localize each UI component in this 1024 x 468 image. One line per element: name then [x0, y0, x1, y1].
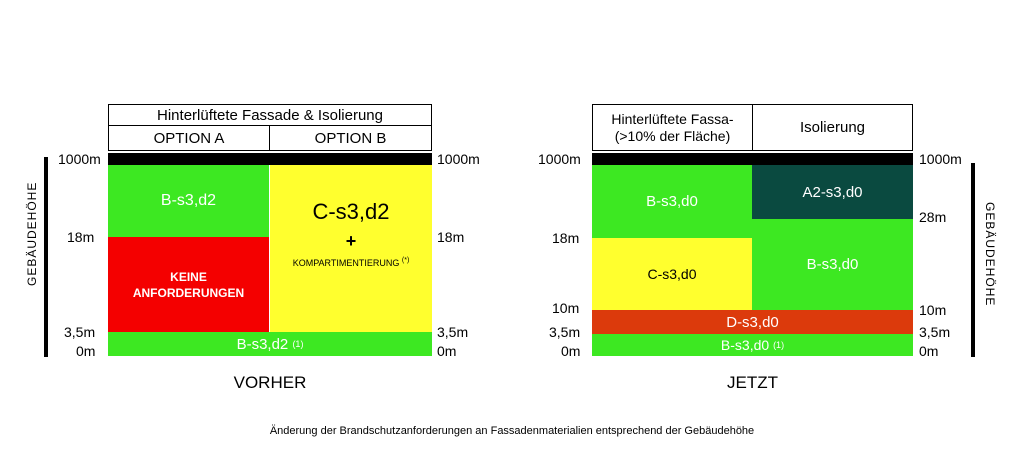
right-header-col1-label: Hinterlüftete Fassa- (>10% der Fläche) [611, 110, 734, 144]
right-h0-l: 0m [561, 343, 581, 359]
left-h0-l: 0m [76, 343, 96, 359]
right-h1000-l: 1000m [538, 151, 581, 167]
left-top-bar [108, 153, 432, 165]
left-diagram [0, 0, 512, 400]
left-red-block [108, 237, 269, 332]
left-h1000-r: 1000m [437, 151, 480, 167]
right-header-col2: Isolierung [752, 104, 913, 151]
left-h0-r: 0m [437, 343, 457, 359]
right-green-right-label: B-s3,d0 [806, 256, 859, 273]
left-plus-sign: + [345, 231, 357, 251]
left-option-b: OPTION B [269, 125, 432, 151]
left-bottom-label: B-s3,d2 [236, 335, 289, 353]
left-compart-line [270, 257, 432, 268]
right-green-left-block [592, 165, 752, 238]
left-compart-sup: (*) [401, 257, 410, 264]
right-caption: JETZT [727, 373, 778, 392]
right-green-right-block [752, 219, 913, 310]
left-option-a: OPTION A [108, 125, 270, 151]
left-bottom-block [108, 332, 432, 356]
right-h0-r: 0m [919, 343, 939, 359]
left-h1000-l: 1000m [58, 151, 101, 167]
right-bottom-label: B-s3,d0 [720, 337, 770, 353]
right-h10-r: 10m [919, 302, 947, 318]
right-diagram [512, 0, 1024, 400]
left-caption: VORHER [233, 373, 307, 392]
right-bottom-sup: (1) [773, 340, 785, 350]
left-h18-l: 18m [67, 229, 95, 245]
right-h35-r: 3,5m [919, 324, 951, 340]
left-header-title: Hinterlüftete Fassade & Isolierung [108, 104, 432, 126]
right-orange-label: D-s3,d0 [726, 313, 779, 331]
right-h10-l: 10m [552, 300, 580, 316]
right-h18-l: 18m [552, 230, 580, 246]
right-header-col1 [592, 104, 753, 151]
right-axis-label: GEBÄUDEHÖHE [983, 202, 997, 307]
left-yellow-main-label: C-s3,d2 [312, 199, 390, 224]
right-teal-label: A2-s3,d0 [802, 183, 863, 201]
right-h35-l: 3,5m [549, 324, 581, 340]
left-h18-r: 18m [437, 229, 465, 245]
left-axis-bar [44, 157, 48, 357]
right-yellow-left-label: C-s3,d0 [647, 266, 697, 282]
right-teal-block [752, 165, 913, 219]
footer-caption: Änderung der Brandschutzanforderungen an Fassadenmaterialien entsprechend der Gebäudehöhe [269, 425, 755, 437]
left-bottom-sup: (1) [292, 339, 304, 349]
right-axis-bar [971, 163, 975, 357]
right-yellow-left-block [592, 238, 752, 310]
left-h35-l: 3,5m [64, 324, 96, 340]
right-green-left-label: B-s3,d0 [646, 193, 698, 210]
right-h28-r: 28m [919, 209, 947, 225]
left-red-label-2: ANFORDERUNGEN [132, 285, 245, 300]
left-red-label-1: KEINE [170, 269, 207, 284]
left-compart-label: KOMPARTIMENTIERUNG [292, 258, 400, 268]
right-h1000-r: 1000m [919, 151, 962, 167]
right-top-bar [592, 153, 913, 165]
left-green-top-label: B-s3,d2 [160, 192, 217, 209]
right-bottom-block [592, 334, 913, 356]
left-yellow-block [270, 165, 432, 332]
left-axis-label: GEBÄUDEHÖHE [25, 181, 39, 286]
right-orange-block [592, 310, 913, 334]
left-green-top-block [108, 165, 269, 237]
left-h35-r: 3,5m [437, 324, 469, 340]
